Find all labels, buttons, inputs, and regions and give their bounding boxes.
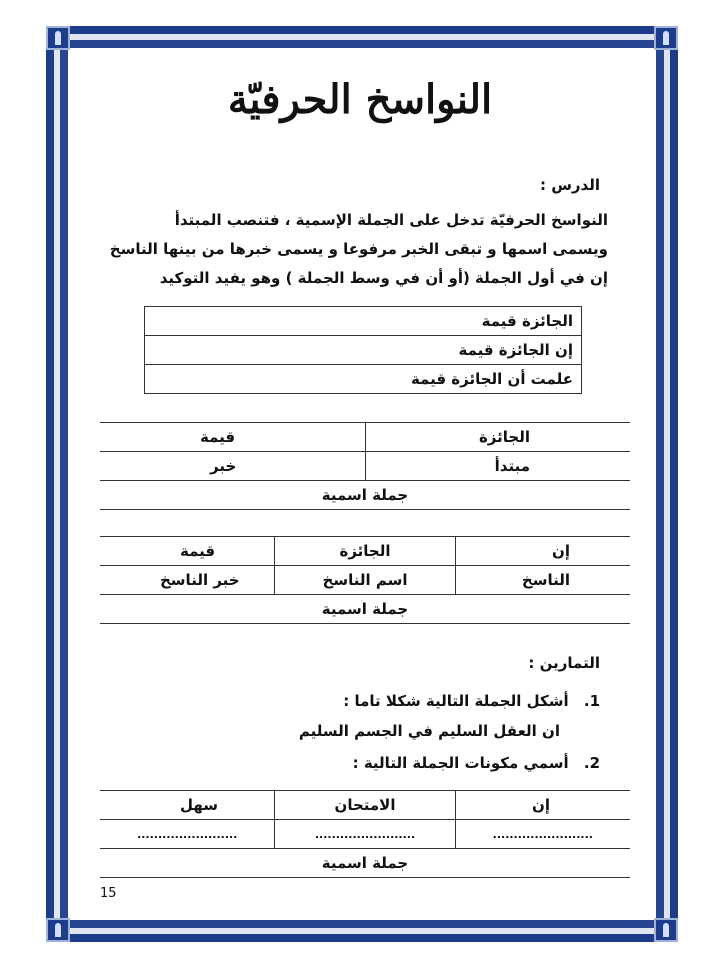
table-row bbox=[145, 307, 582, 336]
page-number: 15 bbox=[100, 886, 117, 901]
exercise-number: 1. bbox=[583, 692, 600, 710]
exercise-2-table bbox=[100, 790, 630, 878]
exercise-1-sentence: ان العقل السليم في الجسم السليم bbox=[298, 722, 560, 740]
table-cell: علمت أن الجائزة قيمة bbox=[145, 365, 582, 394]
table-row bbox=[100, 423, 630, 452]
paragraph-line: إن في أول الجملة (أو أن في وسط الجملة ) وهو يفيد التوكيد bbox=[159, 269, 608, 287]
table-row bbox=[100, 566, 630, 595]
exercise-instruction: أسمي مكونات الجملة التالية : bbox=[352, 754, 569, 772]
paragraph-line: ويسمى اسمها و تبقى الخبر مرفوعا و يسمى خبرها من بينها الناسخ bbox=[109, 240, 608, 258]
table-cell: مبتدأ bbox=[365, 452, 630, 481]
table-row bbox=[100, 595, 630, 624]
paragraph-line: النواسخ الحرفيّة تدخل على الجملة الإسمية ، فتنصب المبتدأ bbox=[174, 211, 608, 229]
exercise-2 bbox=[353, 754, 600, 772]
table-cell: إن bbox=[455, 791, 630, 820]
table-cell: خبر الناسخ bbox=[100, 566, 275, 595]
table-row bbox=[100, 791, 630, 820]
table-row bbox=[100, 452, 630, 481]
page-title: النواسخ الحرفيّة bbox=[227, 76, 493, 123]
table-row bbox=[145, 365, 582, 394]
table-cell: قيمة bbox=[100, 537, 275, 566]
table-row bbox=[100, 820, 630, 849]
lesson-paragraph bbox=[88, 206, 608, 293]
table-cell: الجائزة قيمة bbox=[145, 307, 582, 336]
exercise-1 bbox=[343, 692, 600, 710]
table-row bbox=[145, 336, 582, 365]
corner-ornament-icon bbox=[654, 918, 678, 942]
table-cell: الجائزة bbox=[365, 423, 630, 452]
table-cell: الجائزة bbox=[275, 537, 455, 566]
lesson-label: الدرس : bbox=[540, 176, 600, 194]
corner-ornament-icon bbox=[46, 918, 70, 942]
table-footer: جملة اسمية bbox=[100, 849, 630, 878]
exercise-number: 2. bbox=[583, 754, 600, 772]
answer-blank[interactable]: ........................ bbox=[100, 820, 275, 849]
table-row bbox=[100, 537, 630, 566]
table-cell: إن الجائزة قيمة bbox=[145, 336, 582, 365]
inna-sentence-table bbox=[100, 536, 630, 624]
table-cell: الامتحان bbox=[275, 791, 455, 820]
corner-ornament-icon bbox=[46, 26, 70, 50]
nominal-sentence-table bbox=[100, 422, 630, 510]
corner-ornament-icon bbox=[654, 26, 678, 50]
table-cell: قيمة bbox=[100, 423, 365, 452]
exercise-instruction: أشكل الجملة التالية شكلا تاما : bbox=[343, 692, 569, 710]
table-row bbox=[100, 481, 630, 510]
answer-blank[interactable]: ........................ bbox=[275, 820, 455, 849]
table-cell: الناسخ bbox=[455, 566, 630, 595]
table-cell: إن bbox=[455, 537, 630, 566]
answer-blank[interactable]: ........................ bbox=[455, 820, 630, 849]
table-footer: جملة اسمية bbox=[100, 481, 630, 510]
examples-table bbox=[144, 306, 582, 394]
table-footer: جملة اسمية bbox=[100, 595, 630, 624]
table-cell: اسم الناسخ bbox=[275, 566, 455, 595]
table-cell: سهل bbox=[100, 791, 275, 820]
table-row bbox=[100, 849, 630, 878]
table-cell: خبر bbox=[100, 452, 365, 481]
exercises-label: التمارين : bbox=[528, 654, 600, 672]
